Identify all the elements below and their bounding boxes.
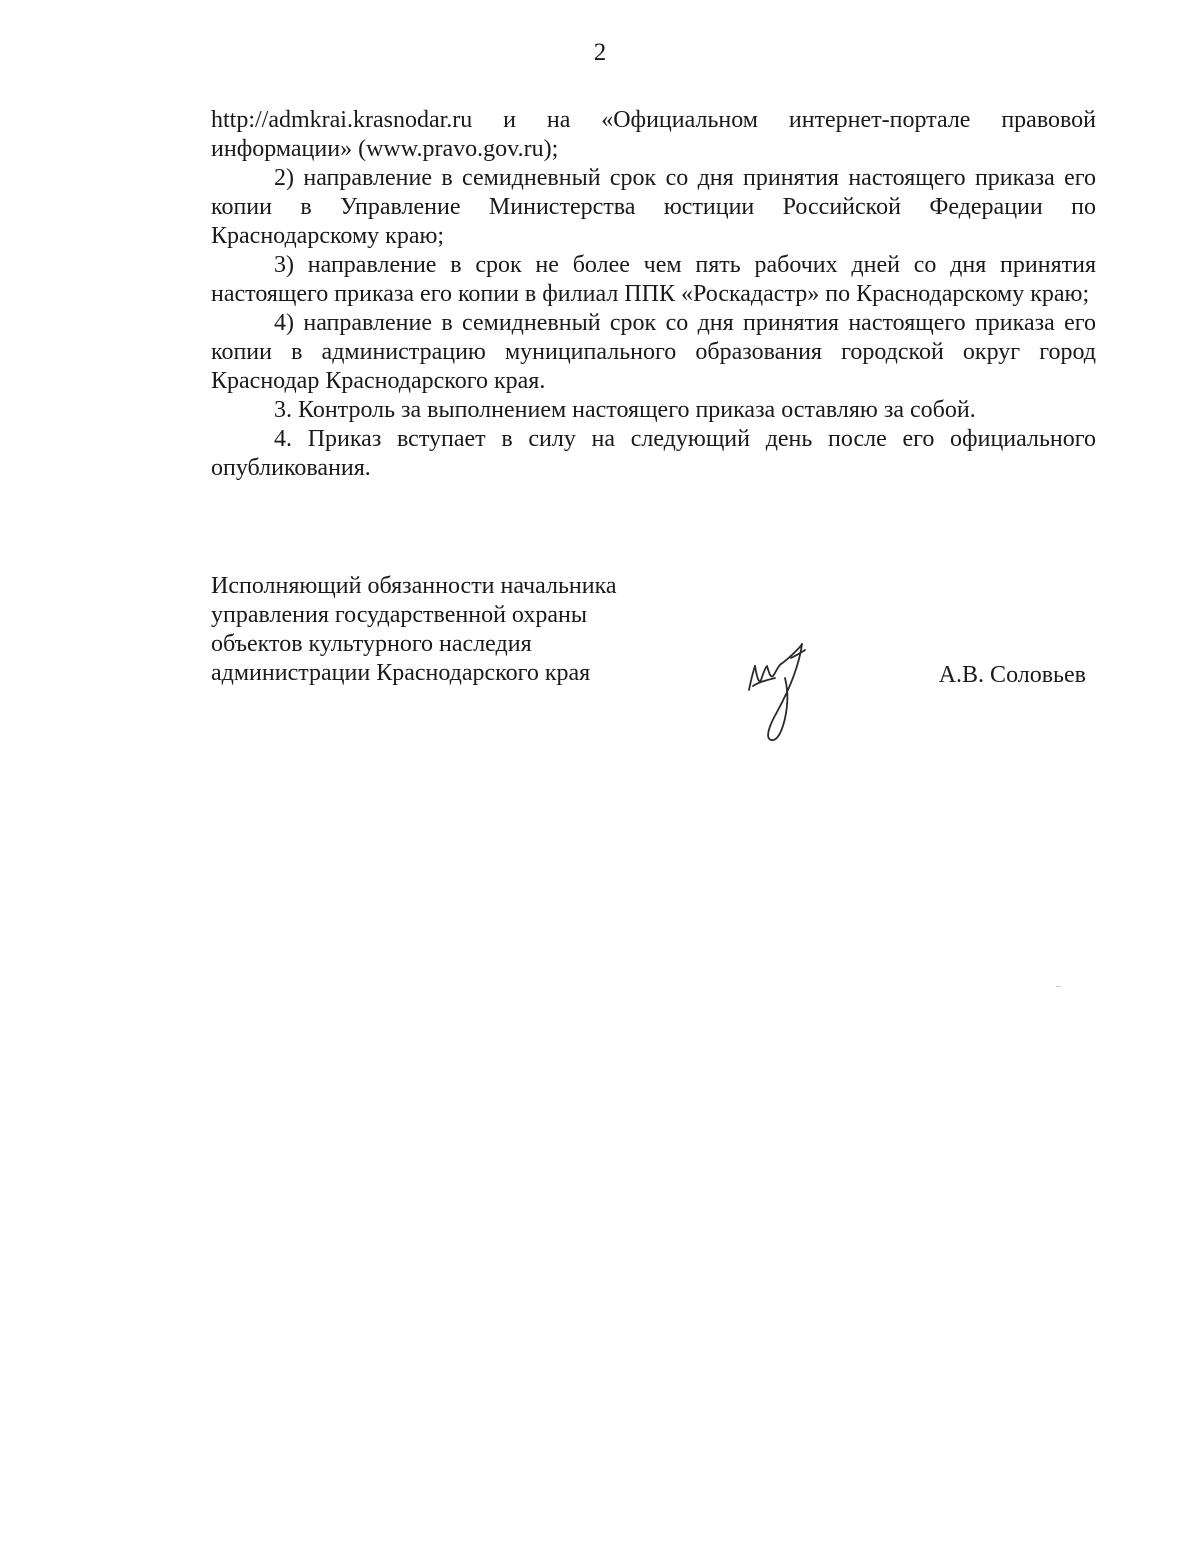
signature-block (211, 572, 1096, 772)
paragraph-publication-continuation: http://admkrai.krasnodar.ru и на «Официальном интернет-портале правовой информации» (www.pravo.gov.ru); (211, 107, 1096, 162)
signatory-position-line: администрации Краснодарского края (211, 660, 591, 686)
document-body (211, 106, 1096, 483)
signatory-position-line: объектов культурного наследия (211, 631, 532, 657)
signatory-position-line: управления государственной охраны (211, 602, 587, 628)
paragraph-item-4: 4) направление в семидневный срок со дня принятия настоящего приказа его копии в администрацию муниципального образования городской округ город Краснодар Краснодарского края. (211, 310, 1096, 394)
signatory-name: А.В. Соловьев (938, 662, 1086, 688)
scan-artifact (1056, 986, 1061, 987)
page-number: 2 (593, 39, 607, 66)
handwritten-signature-icon (739, 620, 829, 750)
signatory-position (211, 572, 691, 688)
paragraph-control-clause: 3. Контроль за выполнением настоящего приказа оставляю за собой. (274, 397, 976, 423)
signatory-position-line: Исполняющий обязанности начальника (211, 573, 617, 599)
paragraph-effective-date: 4. Приказ вступает в силу на следующий день после его официального опубликования. (211, 426, 1096, 481)
paragraph-item-2: 2) направление в семидневный срок со дня принятия настоящего приказа его копии в Управление Министерства юстиции Российской Федерации по Краснодарскому краю; (211, 165, 1096, 249)
paragraph-item-3: 3) направление в срок не более чем пять рабочих дней со дня принятия настоящего приказа его копии в филиал ППК «Роскадастр» по Краснодарскому краю; (211, 252, 1096, 307)
